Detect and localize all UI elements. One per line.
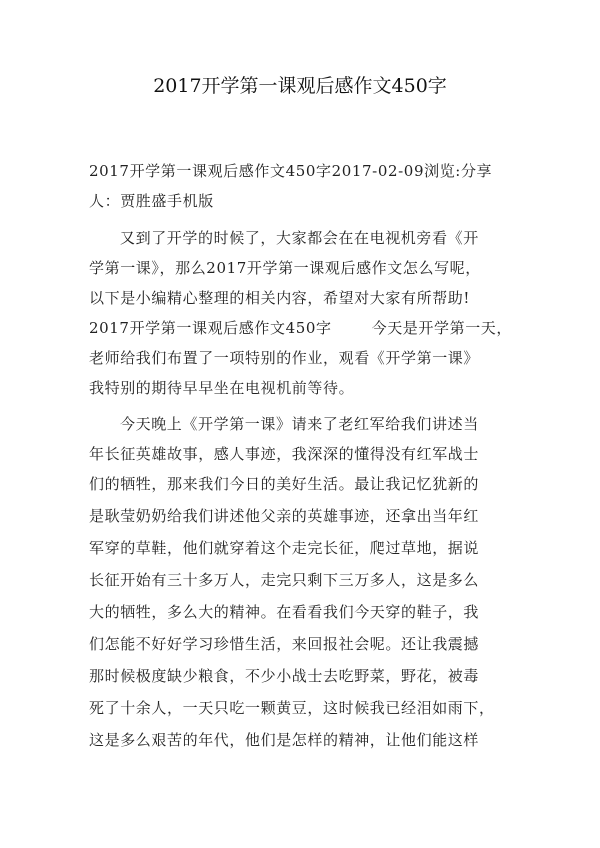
paragraph-line: 们怎能不好好学习珍惜生活，来回报社会呢。还让我震撼 [89,635,480,653]
paragraph-line: 大的牺牲，多么大的精神。在看看我们今天穿的鞋子，我 [89,603,480,621]
paragraph-line: 军穿的草鞋，他们就穿着这个走完长征，爬过草地，据说 [89,539,480,557]
paragraph-line: 这是多么艰苦的年代，他们是怎样的精神，让他们能这样 [89,731,480,749]
paragraph-line: 今天晚上《开学第一课》请来了老红军给我们讲述当 [120,415,479,433]
paragraph-line: 们的牺牲，那来我们今日的美好生活。最让我记忆犹新的 [89,475,480,493]
paragraph-line: 年长征英雄故事，感人事迹，我深深的懂得没有红军战士 [89,445,480,463]
paragraph-line: 死了十余人，一天只吃一颗黄豆，这时候我已经泪如雨下， [89,699,495,717]
meta-line: 2017开学第一课观后感作文450字2017-02-09浏览:分享 [89,162,493,180]
paragraph-line: 长征开始有三十多万人，走完只剩下三万多人，这是多么 [89,571,480,589]
paragraph-line: 是耿莹奶奶给我们讲述他父亲的英雄事迹，还拿出当年红 [89,507,480,525]
document-title: 2017开学第一课观后感作文450字 [153,75,447,97]
paragraph-subheading: 2017开学第一课观后感作文450字 [89,319,332,337]
paragraph-line: 老师给我们布置了一项特别的作业，观看《开学第一课》 [89,349,480,367]
paragraph-line: 学第一课》，那么2017开学第一课观后感作文怎么写呢， [89,259,481,277]
paragraph-line: 又到了开学的时候了，大家都会在在电视机旁看《开 [120,229,479,247]
meta-line: 人：贾胜盛手机版 [89,192,214,210]
paragraph-line [89,318,512,338]
paragraph-text: 今天是开学第一天， [371,319,513,337]
paragraph-line: 那时候极度缺少粮食，不少小战士去吃野菜，野花，被毒 [89,667,480,685]
paragraph-line: 我特别的期待早早坐在电视机前等待。 [89,379,355,397]
paragraph-line: 以下是小编精心整理的相关内容，希望对大家有所帮助! [89,289,471,307]
